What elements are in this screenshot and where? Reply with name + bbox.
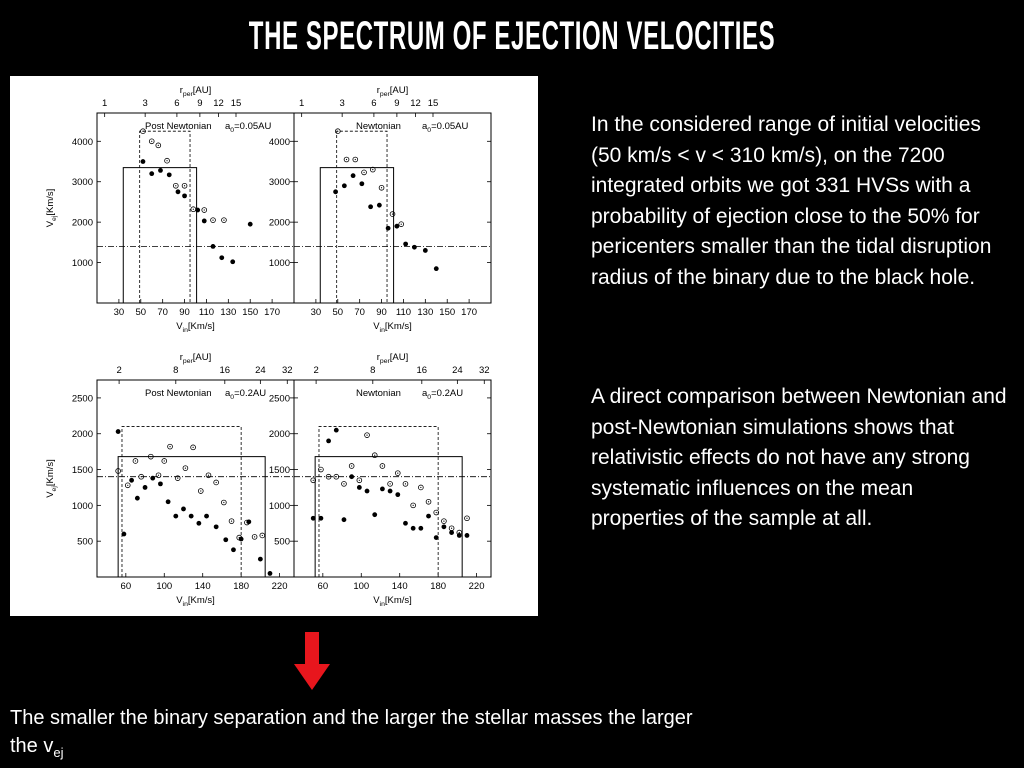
- post-newtonian-point-center: [374, 455, 375, 456]
- newtonian-point: [176, 189, 181, 194]
- y-tick-label: 1000: [71, 500, 93, 512]
- a0-label-unit: =0.05AU: [431, 121, 469, 132]
- newtonian-point: [248, 222, 253, 227]
- top-axis-label-unit: [AU]: [192, 352, 212, 363]
- x-tick-label: 130: [220, 307, 237, 318]
- x-tick-label: 170: [264, 307, 281, 318]
- top-tick-label: 1: [299, 98, 305, 109]
- newtonian-point: [357, 485, 362, 490]
- panel-label: Post Newtonian: [145, 388, 212, 399]
- a0-label: [422, 388, 463, 401]
- top-axis-label: [377, 352, 409, 365]
- top-tick-label: 6: [174, 98, 180, 109]
- x-axis-label: [176, 595, 215, 608]
- x-axis-label: [373, 595, 412, 608]
- y-axis-label: [45, 189, 58, 228]
- top-tick-label: 16: [416, 365, 428, 376]
- newtonian-point: [204, 514, 209, 519]
- post-newtonian-point-center: [142, 131, 143, 132]
- post-newtonian-point-center: [239, 537, 240, 538]
- x-tick-label: 70: [354, 307, 365, 318]
- ejection-velocity-figure: [10, 76, 538, 616]
- x-tick-label: 110: [395, 307, 412, 318]
- post-newtonian-point-center: [158, 475, 159, 476]
- x-axis-label-main: V: [373, 595, 380, 606]
- y-tick-label: 2500: [71, 393, 93, 405]
- panel-label: Newtonian: [356, 388, 401, 399]
- y-tick-label: 2000: [71, 217, 93, 229]
- y-tick-label: 2000: [268, 429, 290, 441]
- top-tick-label: 2: [116, 365, 122, 376]
- newtonian-point: [181, 507, 186, 512]
- paragraph-velocity-range: In the considered range of initial velocities (50 km/s < v < 310 km/s), on the 7200 integrated orbits we got 331 HVSs with a probability of ejection close to the 50% for pericenters smaller than the tidal disruption radius of the binary due to the black hole.: [591, 113, 992, 289]
- post-newtonian-point-center: [420, 487, 421, 488]
- newtonian-point: [442, 524, 447, 529]
- panel-label: Newtonian: [356, 121, 401, 132]
- newtonian-point: [365, 489, 370, 494]
- newtonian-point: [403, 521, 408, 526]
- x-axis-label-unit: [Km/s]: [187, 595, 215, 606]
- post-newtonian-point-center: [436, 512, 437, 513]
- post-newtonian-point-center: [381, 187, 382, 188]
- top-tick-label: 3: [142, 98, 148, 109]
- post-newtonian-point-center: [443, 521, 444, 522]
- solid-distribution-box: [320, 168, 393, 303]
- a0-label-main: a: [225, 388, 231, 399]
- x-tick-label: 130: [417, 307, 434, 318]
- post-newtonian-point-center: [193, 209, 194, 210]
- chart-panel-3: [45, 352, 294, 608]
- post-newtonian-point-center: [223, 220, 224, 221]
- post-newtonian-point-center: [231, 521, 232, 522]
- panel-frame: [97, 380, 294, 577]
- post-newtonian-point-center: [185, 468, 186, 469]
- newtonian-point: [342, 517, 347, 522]
- post-newtonian-point-center: [363, 172, 364, 173]
- post-newtonian-point-center: [343, 483, 344, 484]
- newtonian-point: [386, 226, 391, 231]
- top-axis-label-unit: [AU]: [192, 85, 212, 96]
- newtonian-point: [411, 526, 416, 531]
- top-tick-label: 6: [371, 98, 377, 109]
- x-tick-label: 180: [430, 581, 447, 592]
- top-tick-label: 32: [478, 365, 490, 376]
- x-tick-label: 110: [198, 307, 215, 318]
- post-newtonian-point-center: [246, 522, 247, 523]
- y-axis-label-main: V: [45, 220, 56, 228]
- x-axis-label: [176, 321, 215, 334]
- newtonian-point: [349, 474, 354, 479]
- a0-label-sub: 0: [230, 393, 235, 401]
- newtonian-point: [342, 183, 347, 188]
- y-axis-label-unit: [Km/s]: [45, 188, 56, 216]
- panel-frame: [294, 380, 491, 577]
- post-newtonian-point-center: [175, 185, 176, 186]
- post-newtonian-point-center: [223, 502, 224, 503]
- panel-label: Post Newtonian: [145, 121, 212, 132]
- x-axis-label-unit: [Km/s]: [384, 595, 412, 606]
- top-axis-label: [377, 85, 409, 98]
- a0-label-sub: 0: [427, 393, 432, 401]
- post-newtonian-point-center: [413, 505, 414, 506]
- x-tick-label: 140: [194, 581, 211, 592]
- top-tick-label: 8: [370, 365, 376, 376]
- x-tick-label: 100: [353, 581, 370, 592]
- dashed-distribution-box: [319, 427, 438, 577]
- x-axis-label-main: V: [176, 595, 183, 606]
- dashed-distribution-box: [122, 427, 241, 577]
- top-tick-label: 8: [173, 365, 179, 376]
- x-tick-label: 140: [391, 581, 408, 592]
- y-axis-label-sub: ej: [50, 215, 58, 221]
- chart-panel-1: [45, 85, 294, 334]
- top-axis-label: [180, 85, 212, 98]
- newtonian-point: [195, 208, 200, 213]
- newtonian-point: [412, 245, 417, 250]
- y-tick-label: 2000: [71, 429, 93, 441]
- x-tick-label: 180: [233, 581, 250, 592]
- arrow-shaft: [305, 632, 319, 666]
- arrow-head: [294, 664, 330, 690]
- top-axis-label-sub: per: [182, 357, 193, 365]
- newtonian-point: [434, 266, 439, 271]
- newtonian-point: [230, 259, 235, 264]
- post-newtonian-point-center: [366, 435, 367, 436]
- top-axis-label-sub: per: [182, 90, 193, 98]
- newtonian-point: [166, 499, 171, 504]
- post-newtonian-point-center: [166, 160, 167, 161]
- newtonian-point: [219, 255, 224, 260]
- post-newtonian-point-center: [135, 460, 136, 461]
- newtonian-point: [143, 485, 148, 490]
- newtonian-point: [116, 429, 121, 434]
- top-tick-label: 24: [452, 365, 463, 376]
- y-tick-label: 1000: [268, 258, 290, 270]
- newtonian-point: [311, 516, 316, 521]
- newtonian-point: [423, 248, 428, 253]
- top-tick-label: 9: [394, 98, 400, 109]
- a0-label-main: a: [225, 121, 231, 132]
- top-tick-label: 12: [410, 98, 421, 109]
- x-axis-label-main: V: [373, 321, 380, 332]
- x-tick-label: 220: [468, 581, 485, 592]
- y-tick-label: 2500: [268, 393, 290, 405]
- x-tick-label: 60: [317, 581, 329, 592]
- post-newtonian-point-center: [459, 532, 460, 533]
- newtonian-point: [211, 244, 216, 249]
- x-tick-label: 220: [271, 581, 288, 592]
- newtonian-point: [231, 547, 236, 552]
- post-newtonian-point-center: [254, 536, 255, 537]
- newtonian-point: [403, 242, 408, 247]
- y-axis-label-unit: [Km/s]: [45, 459, 56, 487]
- a0-label-main: a: [422, 121, 428, 132]
- post-newtonian-point-center: [164, 460, 165, 461]
- newtonian-point: [368, 204, 373, 209]
- figure-svg: [10, 76, 538, 616]
- top-axis-label-unit: [AU]: [389, 85, 409, 96]
- y-axis-label-main: V: [45, 491, 56, 498]
- x-axis-label-unit: [Km/s]: [187, 321, 215, 332]
- y-tick-label: 4000: [71, 136, 93, 148]
- newtonian-point: [182, 193, 187, 198]
- post-newtonian-point-center: [346, 159, 347, 160]
- y-tick-label: 500: [77, 536, 93, 548]
- newtonian-point: [326, 438, 331, 443]
- newtonian-point: [122, 532, 127, 537]
- footer-subscript: ej: [53, 745, 64, 760]
- post-newtonian-point-center: [192, 447, 193, 448]
- newtonian-point: [418, 526, 423, 531]
- x-axis-label: [373, 321, 412, 334]
- x-tick-label: 60: [120, 581, 132, 592]
- post-newtonian-point-center: [359, 480, 360, 481]
- post-newtonian-point-center: [177, 478, 178, 479]
- post-newtonian-point-center: [337, 131, 338, 132]
- top-axis-label-sub: per: [379, 357, 390, 365]
- post-newtonian-point-center: [169, 446, 170, 447]
- post-newtonian-point-center: [320, 469, 321, 470]
- top-tick-label: 15: [427, 98, 439, 109]
- y-tick-label: 1500: [268, 465, 290, 477]
- panel-frame: [294, 113, 491, 303]
- top-axis-label-sub: per: [379, 90, 390, 98]
- newtonian-point: [426, 514, 431, 519]
- y-tick-label: 1000: [71, 258, 93, 270]
- y-axis-label-sub: ej: [50, 486, 58, 492]
- newtonian-point: [149, 171, 154, 176]
- top-tick-label: 12: [213, 98, 224, 109]
- newtonian-point: [202, 219, 207, 224]
- slide-title: THE SPECTRUM OF EJECTION VELOCITIES: [248, 14, 776, 58]
- newtonian-point: [388, 489, 393, 494]
- top-tick-label: 1: [102, 98, 108, 109]
- newtonian-point: [380, 486, 385, 491]
- newtonian-point: [333, 189, 338, 194]
- newtonian-point: [359, 181, 364, 186]
- post-newtonian-point-center: [382, 465, 383, 466]
- a0-label-main: a: [422, 388, 428, 399]
- x-axis-label-unit: [Km/s]: [384, 321, 412, 332]
- top-axis-label: [180, 352, 212, 365]
- newtonian-point: [158, 168, 163, 173]
- dashed-distribution-box: [337, 131, 387, 303]
- top-axis-label-unit: [AU]: [389, 352, 409, 363]
- newtonian-point: [395, 492, 400, 497]
- post-newtonian-point-center: [392, 213, 393, 214]
- a0-label-sub: 0: [230, 126, 235, 134]
- top-tick-label: 3: [339, 98, 345, 109]
- post-newtonian-point-center: [208, 475, 209, 476]
- top-tick-label: 24: [255, 365, 266, 376]
- newtonian-point: [377, 203, 382, 208]
- x-axis-label-sub: in: [379, 600, 385, 608]
- post-newtonian-point-center: [127, 485, 128, 486]
- top-tick-label: 9: [197, 98, 203, 109]
- paragraph-comparison: A direct comparison between Newtonian and post-Newtonian simulations shows that relativistic effects do not have any strong systematic influences on the mean properties of the sample at all.: [591, 385, 1007, 530]
- y-tick-label: 1500: [71, 465, 93, 477]
- x-tick-label: 50: [332, 307, 344, 318]
- a0-label-unit: =0.05AU: [234, 121, 272, 132]
- newtonian-point: [173, 514, 178, 519]
- post-newtonian-point-center: [216, 482, 217, 483]
- x-tick-label: 100: [156, 581, 173, 592]
- x-axis-label-main: V: [176, 321, 183, 332]
- a0-label: [422, 121, 468, 134]
- top-tick-label: 2: [313, 365, 319, 376]
- post-newtonian-point-center: [204, 209, 205, 210]
- top-tick-label: 15: [230, 98, 242, 109]
- newtonian-point: [223, 537, 228, 542]
- x-tick-label: 90: [179, 307, 190, 318]
- post-newtonian-point-center: [372, 169, 373, 170]
- x-tick-label: 70: [157, 307, 168, 318]
- newtonian-point: [158, 481, 163, 486]
- top-axis-label-main: r: [376, 352, 380, 363]
- x-tick-label: 150: [439, 307, 456, 318]
- newtonian-point: [319, 516, 324, 521]
- post-newtonian-point-center: [451, 528, 452, 529]
- x-tick-label: 30: [113, 307, 125, 318]
- x-axis-label-sub: in: [182, 600, 188, 608]
- a0-label-sub: 0: [427, 126, 432, 134]
- y-axis-label: [45, 459, 58, 498]
- y-tick-label: 1000: [268, 500, 290, 512]
- dashed-distribution-box: [140, 131, 190, 303]
- a0-label-unit: =0.2AU: [234, 388, 267, 399]
- chart-panel-2: [269, 85, 491, 334]
- post-newtonian-point-center: [466, 518, 467, 519]
- top-tick-label: 32: [281, 365, 293, 376]
- newtonian-point: [434, 535, 439, 540]
- newtonian-point: [334, 428, 339, 433]
- x-axis-label-sub: in: [379, 326, 385, 334]
- post-newtonian-point-center: [355, 159, 356, 160]
- y-tick-label: 4000: [268, 136, 290, 148]
- newtonian-point: [189, 514, 194, 519]
- x-tick-label: 30: [310, 307, 322, 318]
- post-newtonian-point-center: [428, 501, 429, 502]
- post-newtonian-point-center: [200, 490, 201, 491]
- a0-label: [225, 121, 271, 134]
- x-tick-label: 90: [376, 307, 387, 318]
- x-tick-label: 150: [242, 307, 259, 318]
- newtonian-point: [372, 512, 377, 517]
- post-newtonian-point-center: [336, 476, 337, 477]
- newtonian-point: [268, 571, 273, 576]
- x-axis-label-sub: in: [182, 326, 188, 334]
- x-tick-label: 170: [461, 307, 478, 318]
- post-newtonian-point-center: [351, 465, 352, 466]
- newtonian-point: [141, 159, 146, 164]
- newtonian-point: [129, 478, 134, 483]
- newtonian-point: [351, 173, 356, 178]
- top-axis-label-main: r: [179, 352, 183, 363]
- post-newtonian-point-center: [405, 483, 406, 484]
- top-tick-label: 16: [219, 365, 231, 376]
- y-tick-label: 3000: [71, 177, 93, 189]
- newtonian-point: [214, 524, 219, 529]
- chart-panel-4: [269, 352, 491, 608]
- y-tick-label: 3000: [268, 177, 290, 189]
- top-axis-label-main: r: [376, 85, 380, 96]
- down-arrow-icon: [290, 632, 334, 692]
- post-newtonian-point-center: [262, 535, 263, 536]
- footer-text: The smaller the binary separation and the larger the stellar masses the larger the v: [10, 707, 693, 757]
- post-newtonian-point-center: [141, 476, 142, 477]
- a0-label-unit: =0.2AU: [431, 388, 464, 399]
- x-tick-label: 50: [135, 307, 147, 318]
- newtonian-point: [465, 533, 470, 538]
- post-newtonian-point-center: [313, 480, 314, 481]
- y-tick-label: 2000: [268, 217, 290, 229]
- post-newtonian-point-center: [118, 470, 119, 471]
- y-tick-label: 500: [274, 536, 290, 548]
- post-newtonian-point-center: [328, 476, 329, 477]
- newtonian-point: [135, 496, 140, 501]
- post-newtonian-point-center: [150, 456, 151, 457]
- post-newtonian-point-center: [158, 145, 159, 146]
- newtonian-point: [196, 521, 201, 526]
- newtonian-point: [167, 172, 172, 177]
- post-newtonian-point-center: [184, 185, 185, 186]
- post-newtonian-point-center: [397, 473, 398, 474]
- footer-conclusion: [10, 704, 710, 767]
- newtonian-point: [258, 557, 263, 562]
- post-newtonian-point-center: [212, 220, 213, 221]
- top-axis-label-main: r: [179, 85, 183, 96]
- post-newtonian-point-center: [401, 224, 402, 225]
- post-newtonian-point-center: [151, 141, 152, 142]
- post-newtonian-point-center: [389, 483, 390, 484]
- a0-label: [225, 388, 266, 401]
- newtonian-point: [150, 476, 155, 481]
